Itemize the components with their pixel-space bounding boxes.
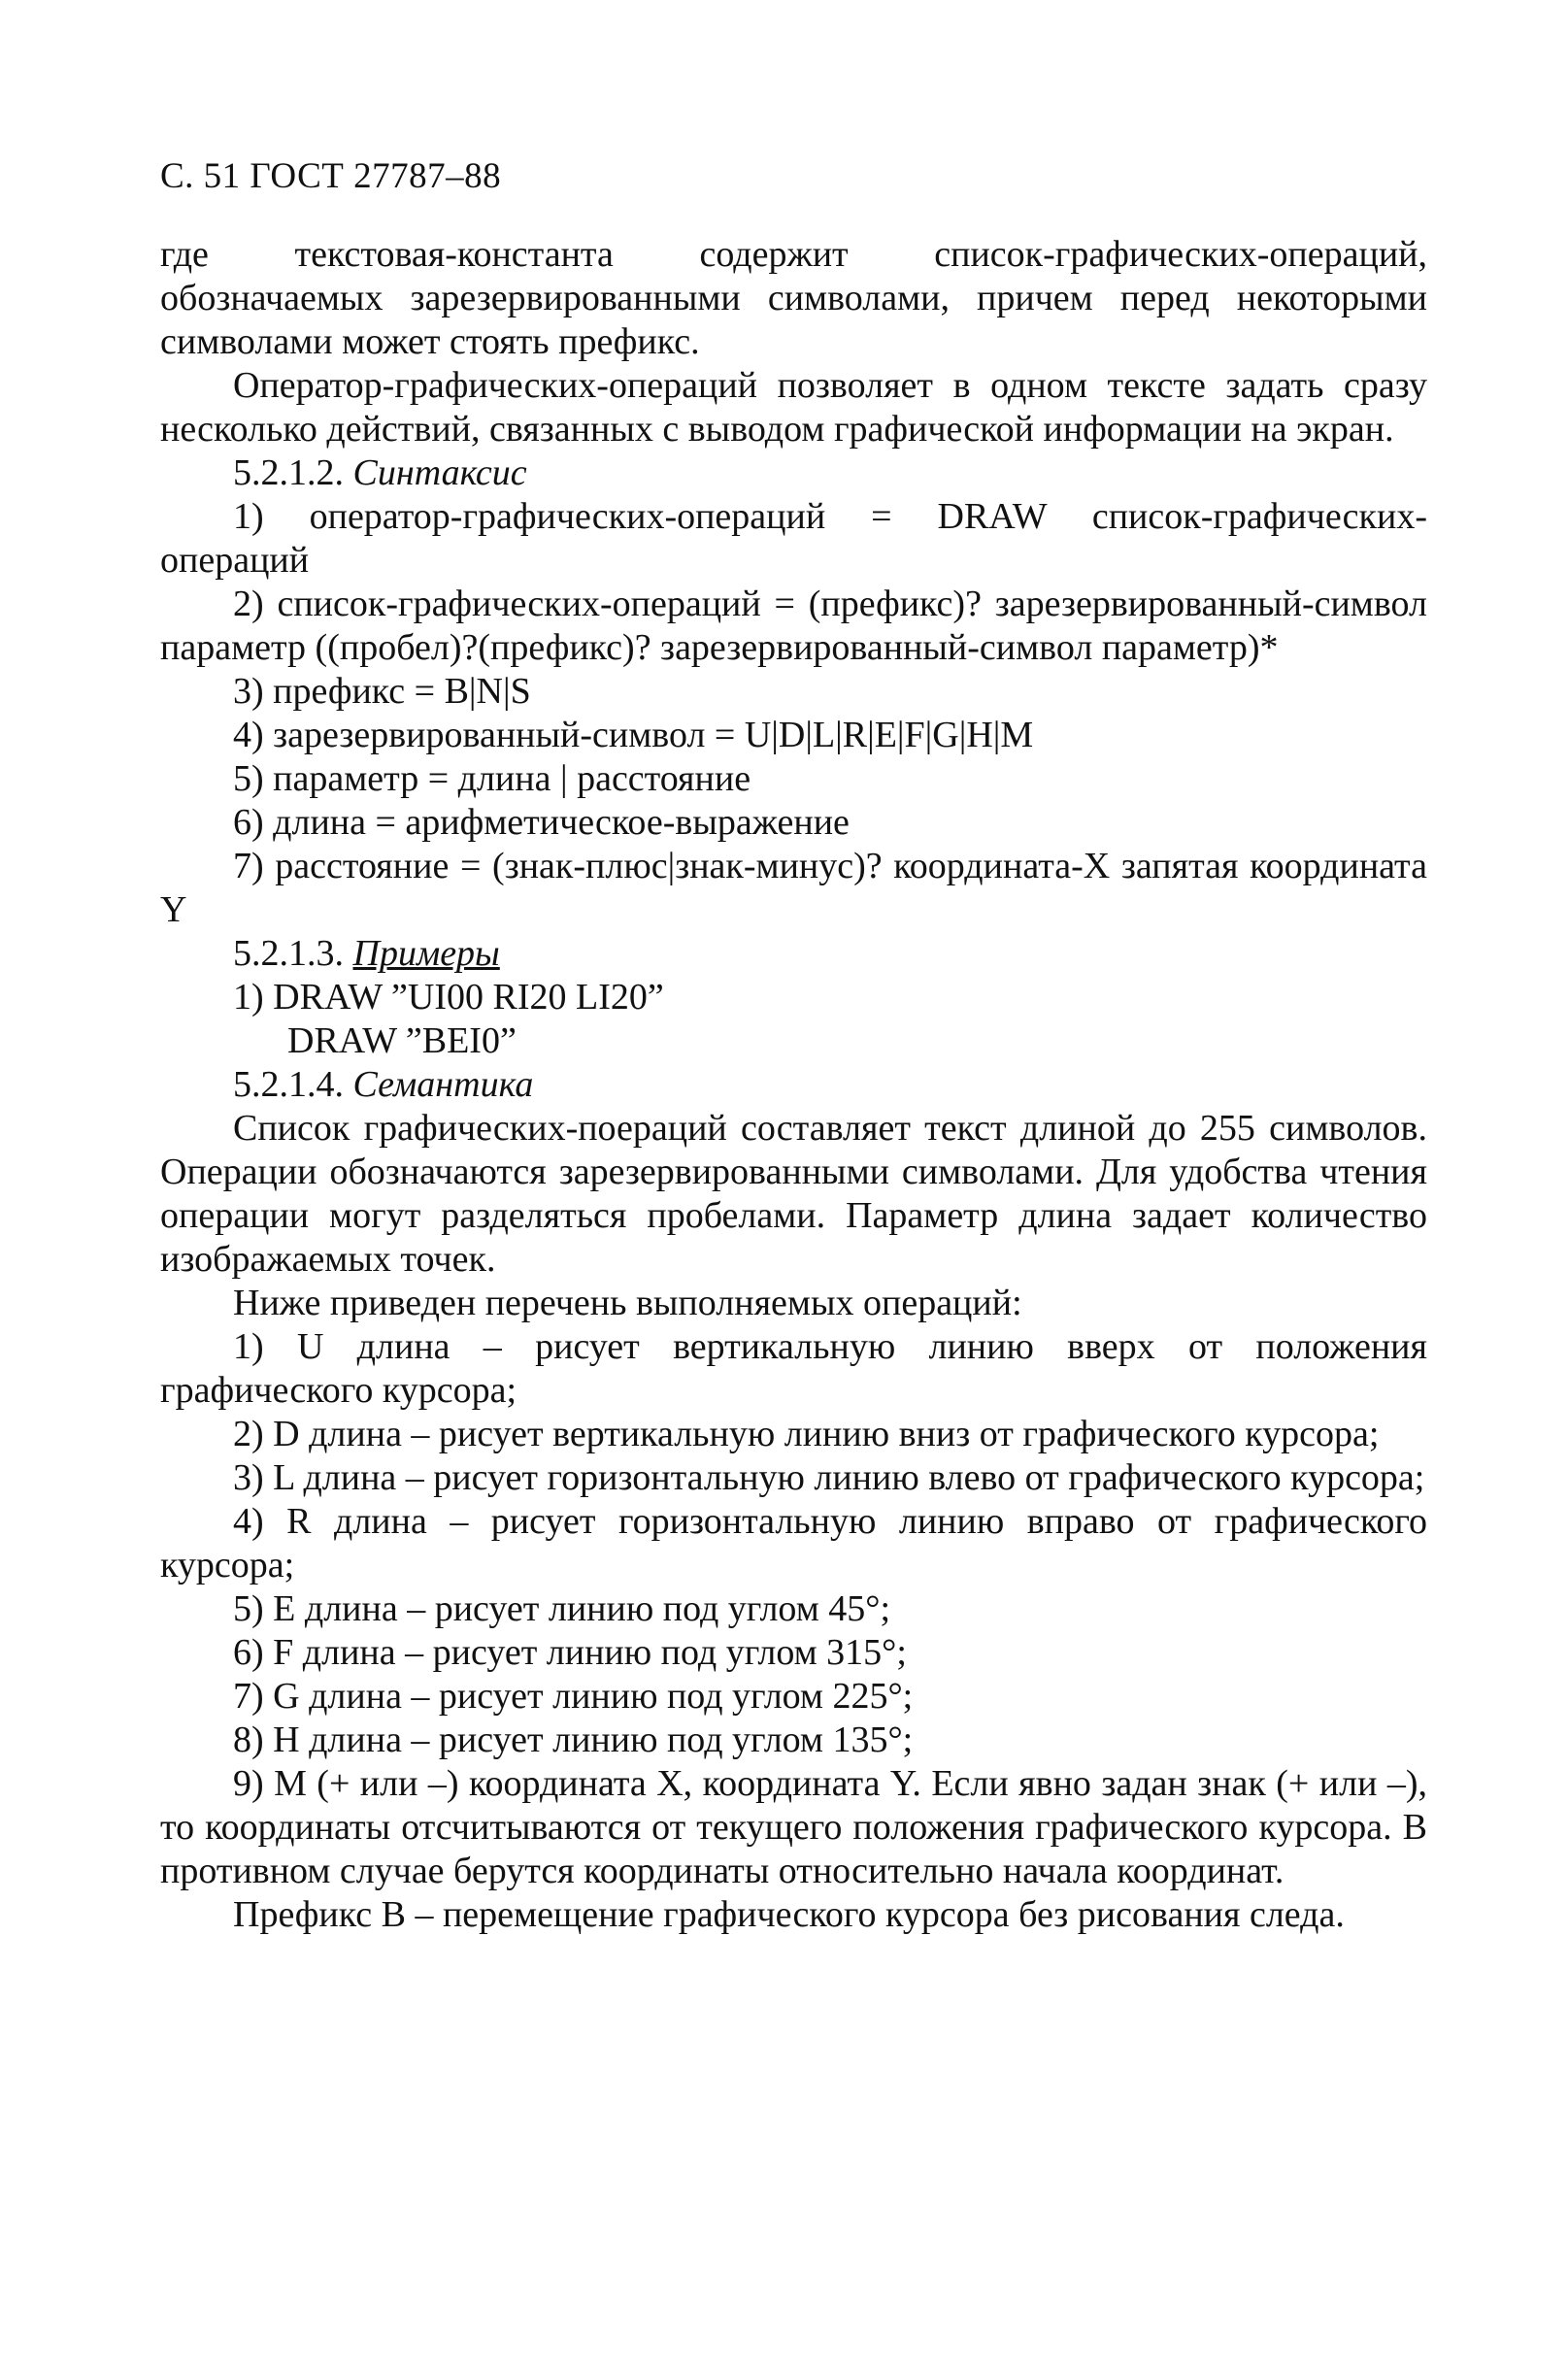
operation-item: 2) D длина – рисует вертикальную линию вниз от графического курсора;: [233, 1414, 1380, 1454]
document-body: [160, 233, 1427, 1937]
syntax-rule-7: 7) расстояние = (знак-плюс|знак-минус)? координата-X запятая координата Y: [160, 846, 1427, 930]
syntax-rule-4: 4) зарезервированный-символ = U|D|L|R|E|F|G|H|M: [233, 715, 1034, 755]
operation-item: 4) R длина – рисует горизонтальную линию вправо от графического курсора;: [160, 1501, 1427, 1586]
section-title: Синтаксис: [352, 452, 527, 493]
paragraph-text-constant: где текстовая-константа содержит список-графических-операций, обозначаемых зарезервированными символами, причем перед некоторыми символами может стоять префикс.: [160, 234, 1427, 362]
operation-item: 5) E длина – рисует линию под углом 45°;: [233, 1588, 891, 1629]
page-header: С. 51 ГОСТ 27787–88: [160, 156, 502, 196]
prefix-b-description: Префикс B – перемещение графического курсора без рисования следа.: [233, 1894, 1345, 1935]
paragraph-operator-description: Оператор-графических-операций позволяет в одном тексте задать сразу несколько действий, связанных с выводом графической информации на экран.: [160, 365, 1427, 450]
section-heading-examples: [160, 932, 1427, 976]
operation-item: 9) M (+ или –) координата X, координата Y. Если явно задан знак (+ или –), то координаты отсчитываются от текущего положения графического курсора. В противном случае берутся координаты относительно начала координат.: [160, 1763, 1427, 1891]
section-number: 5.2.1.2.: [233, 452, 344, 493]
section-heading-semantics: [160, 1063, 1427, 1107]
syntax-rule-1: 1) оператор-графических-операций = DRAW список-графических-операций: [160, 496, 1427, 581]
section-number: 5.2.1.4.: [233, 1064, 344, 1105]
example-2: DRAW ”BEI0”: [287, 1020, 517, 1061]
section-title: Примеры: [352, 933, 500, 974]
operation-item: 1) U длина – рисует вертикальную линию вверх от положения графического курсора;: [160, 1326, 1427, 1411]
operation-item: 8) H длина – рисует линию под углом 135°;: [233, 1719, 914, 1760]
operation-item: 6) F длина – рисует линию под углом 315°;: [233, 1632, 907, 1673]
section-number: 5.2.1.3.: [233, 933, 344, 974]
section-title: Семантика: [352, 1064, 534, 1105]
syntax-rule-3: 3) префикс = B|N|S: [233, 671, 531, 712]
operation-item: 7) G длина – рисует линию под углом 225°;: [233, 1676, 914, 1717]
syntax-rule-5: 5) параметр = длина | расстояние: [233, 758, 751, 799]
syntax-rule-2: 2) список-графических-операций = (префикс)? зарезервированный-символ параметр ((пробел)?(префикс)? зарезервированный-символ параметр)*: [160, 584, 1427, 668]
section-heading-syntax: [160, 451, 1427, 495]
example-1: 1) DRAW ”UI00 RI20 LI20”: [233, 977, 664, 1018]
syntax-rule-6: 6) длина = арифметическое-выражение: [233, 802, 850, 843]
semantics-paragraph: Список графических-поераций составляет текст длиной до 255 символов. Операции обозначаются зарезервированными символами. Для удобства чтения операции могут разделяться пробелами. Параметр длина задает количество изображаемых точек.: [160, 1108, 1427, 1280]
operations-intro: Ниже приведен перечень выполняемых операций:: [233, 1283, 1022, 1323]
operation-item: 3) L длина – рисует горизонтальную линию влево от графического курсора;: [233, 1457, 1425, 1498]
